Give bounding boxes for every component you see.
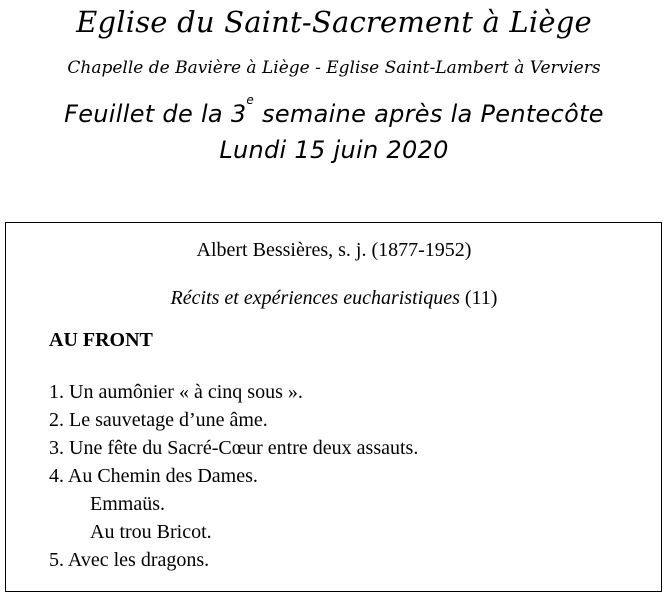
sheet-date: Lundi 15 juin 2020 bbox=[219, 136, 449, 164]
list-item: 5. Avec les dragons. bbox=[49, 549, 210, 571]
list-item: 1. Un aumônier « à cinq sous ». bbox=[49, 381, 303, 403]
list-item: 3. Une fête du Sacré-Cœur entre deux assauts. bbox=[49, 437, 419, 459]
chapels-subtitle: Chapelle de Bavière à Liège - Eglise Saint-Lambert à Verviers bbox=[67, 58, 601, 78]
book-part-number: (11) bbox=[459, 287, 498, 309]
week-ordinal-superscript: e bbox=[246, 93, 255, 107]
book-title-line bbox=[0, 284, 668, 312]
week-heading-start: Feuillet de la 3 bbox=[64, 100, 247, 128]
book-title: Récits et expériences eucharistiques bbox=[170, 287, 460, 309]
list-item: 4. Au Chemin des Dames. bbox=[49, 465, 258, 487]
author-line: Albert Bessières, s. j. (1877-1952) bbox=[196, 239, 472, 261]
list-subitem: Emmaüs. bbox=[90, 493, 165, 515]
list-item: 2. Le sauvetage d’une âme. bbox=[49, 409, 268, 431]
church-title: Eglise du Saint-Sacrement à Liège bbox=[76, 5, 592, 39]
sheet-week-heading bbox=[0, 93, 668, 130]
week-heading-end: semaine après la Pentecôte bbox=[254, 100, 604, 128]
list-subitem: Au trou Bricot. bbox=[90, 521, 212, 543]
section-heading: AU FRONT bbox=[49, 329, 153, 351]
contents-list bbox=[49, 378, 418, 574]
